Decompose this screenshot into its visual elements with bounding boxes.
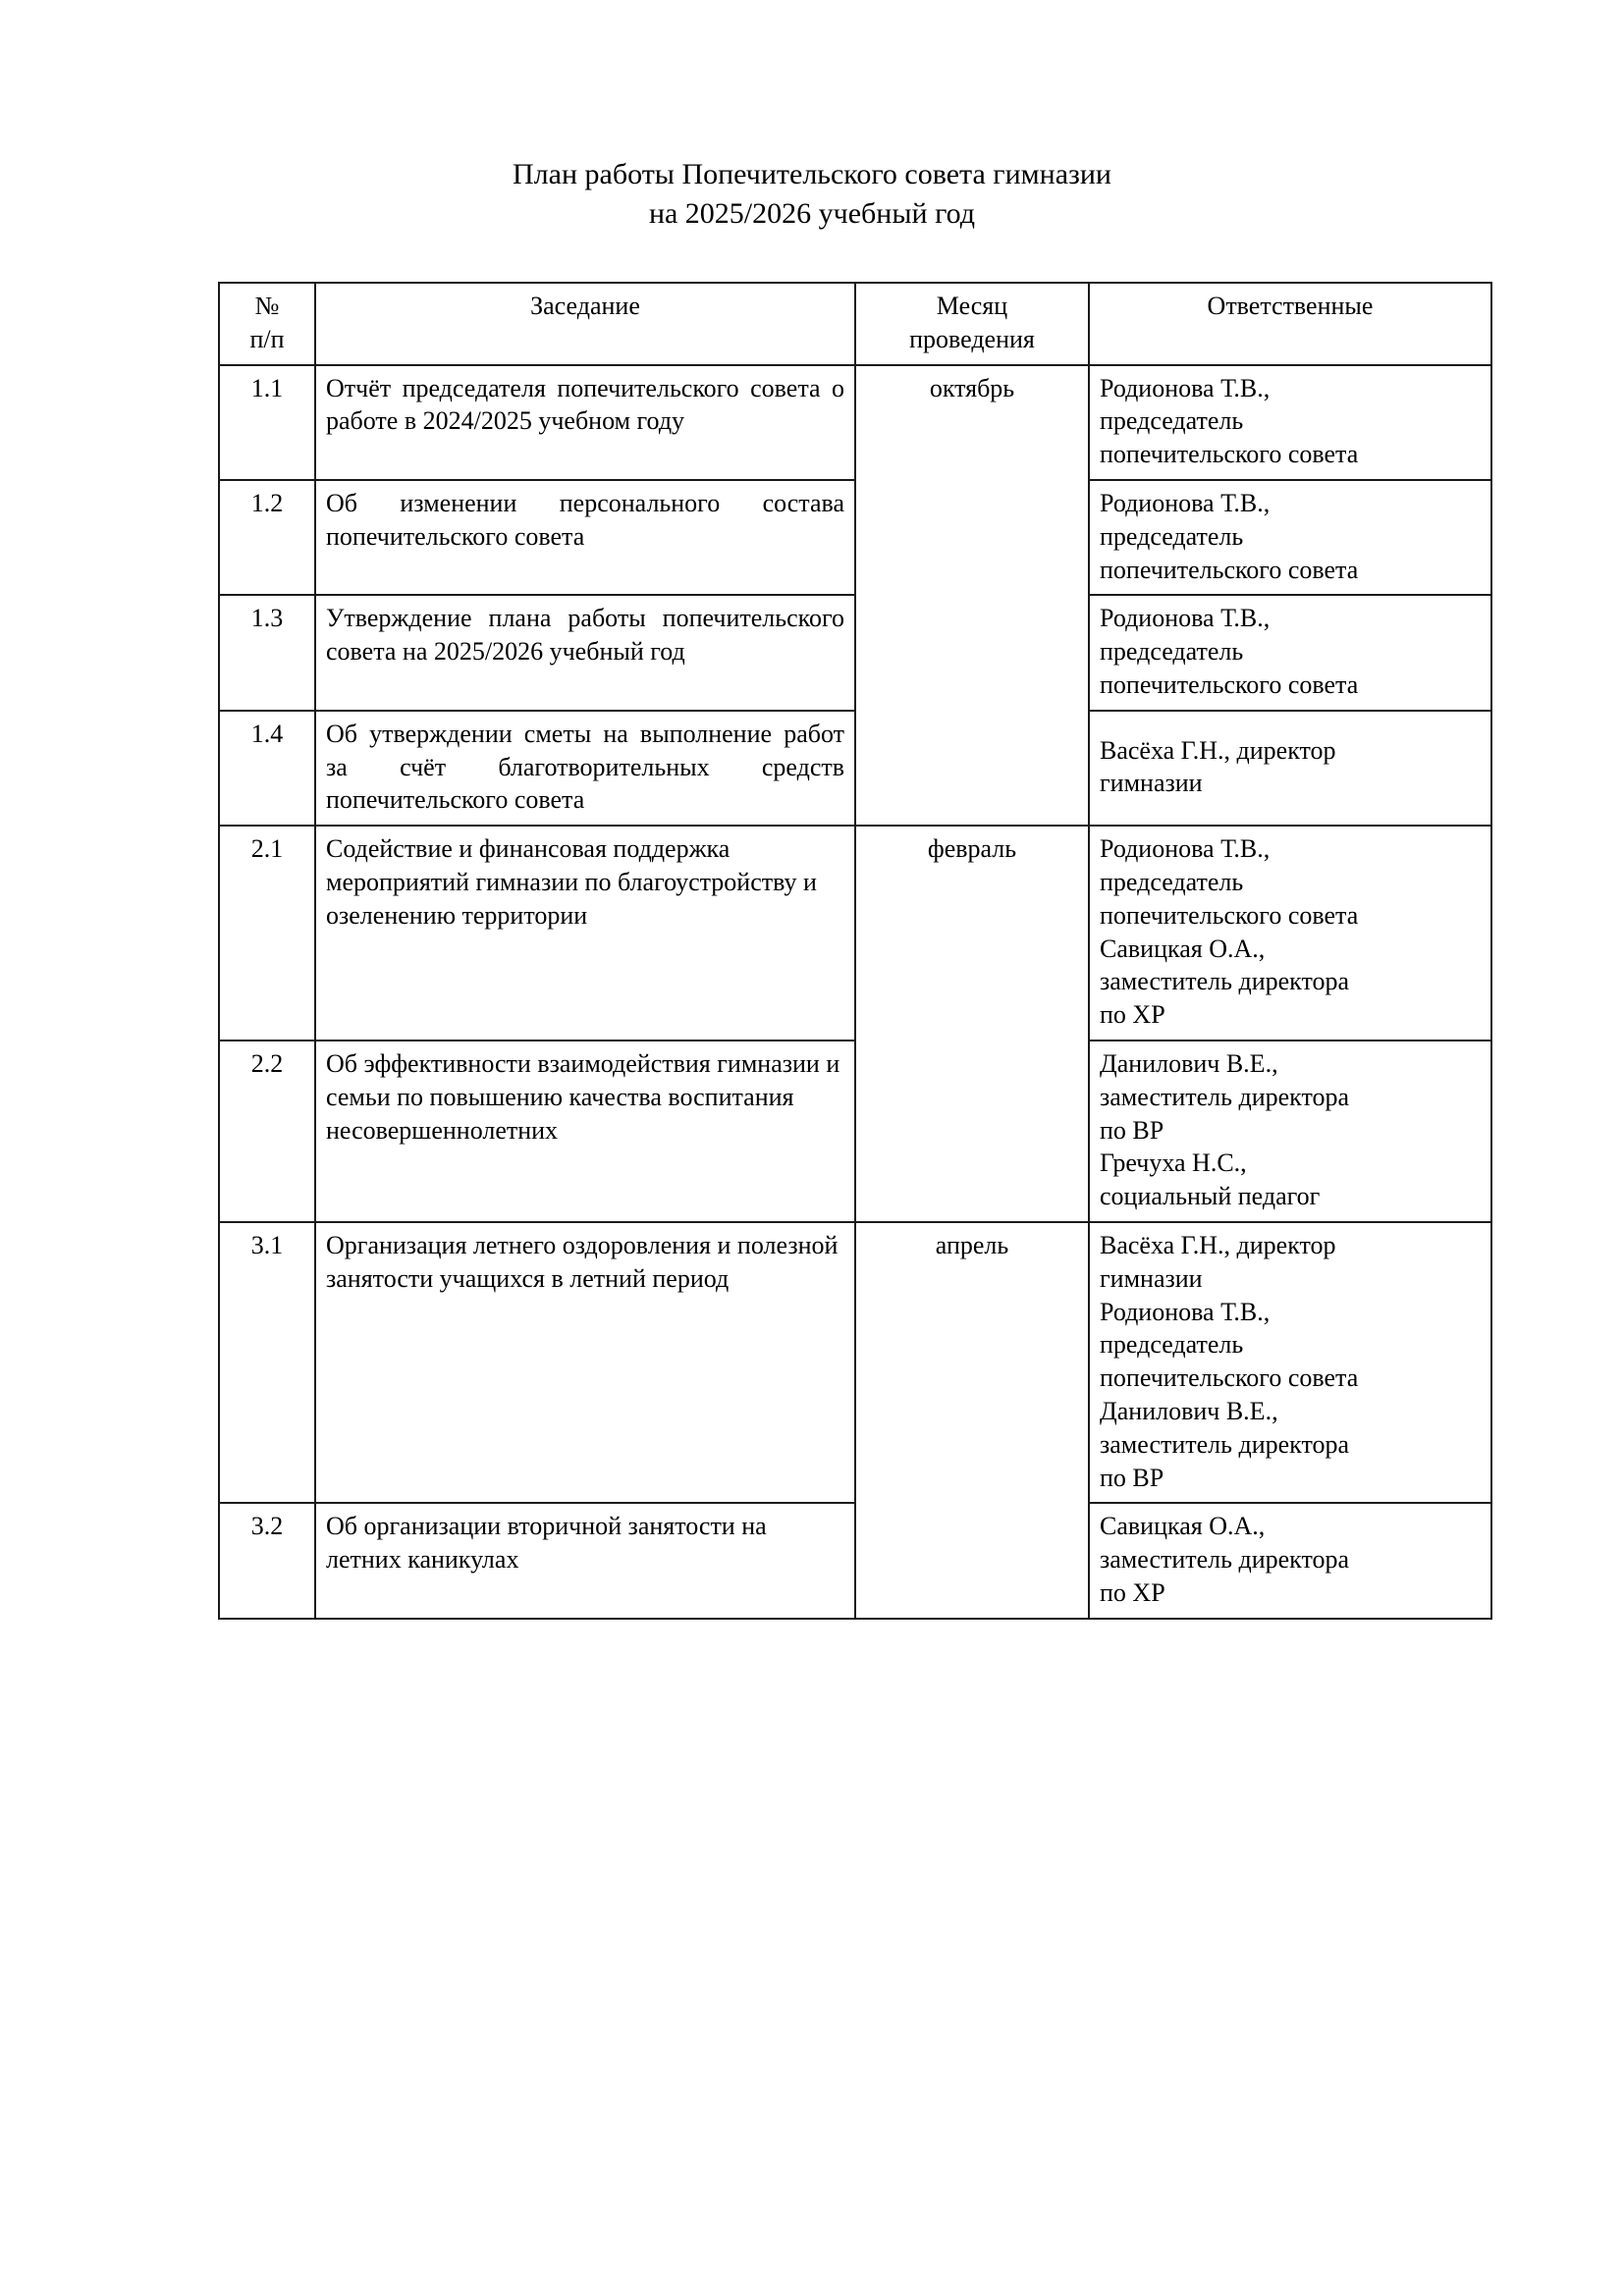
responsible-line: гимназии <box>1100 1263 1203 1293</box>
row-responsible <box>1089 1041 1491 1222</box>
table-row <box>219 365 1491 480</box>
column-header-topic: Заседание <box>315 283 855 365</box>
responsible-line: председатель <box>1100 637 1244 667</box>
column-header-month <box>855 283 1089 365</box>
responsible-line: гимназии <box>1100 769 1203 798</box>
row-responsible <box>1089 480 1491 595</box>
responsible-line: по ВР <box>1100 1463 1164 1492</box>
row-topic-text: Об утверждении сметы на выполнение работ за счёт благотворительных средств попечительского совета <box>326 719 844 815</box>
row-number: 1.2 <box>219 480 315 595</box>
column-header-number-line-1: № <box>254 292 280 320</box>
responsible-line: Данилович В.Е., <box>1100 1396 1278 1425</box>
responsible-line: председатель <box>1100 867 1244 896</box>
month-cell-april: апрель <box>855 1222 1089 1619</box>
row-responsible <box>1089 826 1491 1041</box>
responsible-line: председатель <box>1100 406 1244 436</box>
responsible-line: председатель <box>1100 521 1244 551</box>
responsible-line: Данилович В.Е., <box>1100 1048 1278 1078</box>
row-topic <box>315 365 855 480</box>
responsible-line: попечительского совета <box>1100 900 1359 930</box>
row-topic: Об организации вторичной занятости на летних каникулах <box>315 1503 855 1618</box>
row-responsible <box>1089 1503 1491 1618</box>
row-topic <box>315 711 855 826</box>
row-responsible <box>1089 595 1491 710</box>
row-number: 1.4 <box>219 711 315 826</box>
row-responsible <box>1089 1222 1491 1503</box>
column-header-month-line-1: Месяц <box>936 292 1008 320</box>
responsible-line: заместитель директора <box>1100 967 1350 996</box>
row-topic-text: Об изменении персонального состава попечительского совета <box>326 488 844 551</box>
row-responsible <box>1089 365 1491 480</box>
responsible-line: Родионова Т.В., <box>1100 604 1271 633</box>
responsible-line: заместитель директора <box>1100 1545 1350 1575</box>
responsible-line: Савицкая О.А., <box>1100 934 1266 963</box>
table-row <box>219 1222 1491 1503</box>
responsible-line: заместитель директора <box>1100 1429 1350 1459</box>
row-number: 1.1 <box>219 365 315 480</box>
responsible-line: попечительского совета <box>1100 669 1359 699</box>
responsible-line: по ХР <box>1100 1577 1165 1607</box>
table-header-row <box>219 283 1491 365</box>
row-topic: Содействие и финансовая поддержка мероприятий гимназии по благоустройству и озеленению территории <box>315 826 855 1041</box>
responsible-line: Родионова Т.В., <box>1100 373 1271 402</box>
responsible-line: по ХР <box>1100 1000 1165 1030</box>
row-topic: Организация летнего оздоровления и полезной занятости учащихся в летний период <box>315 1222 855 1503</box>
row-topic <box>315 595 855 710</box>
page-title-line-1: План работы Попечительского совета гимназии <box>513 158 1111 190</box>
month-cell-february: февраль <box>855 826 1089 1222</box>
responsible-line: по ВР <box>1100 1115 1164 1145</box>
responsible-line: Савицкая О.А., <box>1100 1512 1266 1541</box>
column-header-number-line-2: п/п <box>249 324 285 353</box>
column-header-month-line-2: проведения <box>909 324 1035 353</box>
responsible-line: Васёха Г.Н., директор <box>1100 735 1336 765</box>
page-title-line-2: на 2025/2026 учебный год <box>648 197 976 230</box>
responsible-line: председатель <box>1100 1330 1244 1360</box>
page-title <box>0 155 1624 234</box>
row-responsible <box>1089 711 1491 826</box>
row-topic: Об эффективности взаимодействия гимназии и семьи по повышению качества воспитания несовершеннолетних <box>315 1041 855 1222</box>
row-number: 3.2 <box>219 1503 315 1618</box>
column-header-number <box>219 283 315 365</box>
table-row <box>219 826 1491 1041</box>
row-number: 3.1 <box>219 1222 315 1503</box>
responsible-line: попечительского совета <box>1100 1363 1359 1393</box>
responsible-line: попечительского совета <box>1100 555 1359 584</box>
responsible-line: Гречуха Н.С., <box>1100 1148 1247 1178</box>
plan-table <box>218 282 1492 1620</box>
responsible-line: попечительского совета <box>1100 440 1359 469</box>
row-topic <box>315 480 855 595</box>
responsible-line: Родионова Т.В., <box>1100 834 1271 864</box>
row-topic-text: Отчёт председателя попечительского совета о работе в 2024/2025 учебном году <box>326 373 844 436</box>
row-topic-text: Утверждение плана работы попечительского совета на 2025/2026 учебный год <box>326 604 844 667</box>
row-number: 2.2 <box>219 1041 315 1222</box>
month-cell-october: октябрь <box>855 365 1089 827</box>
responsible-line: Родионова Т.В., <box>1100 1297 1271 1326</box>
responsible-line: Родионова Т.В., <box>1100 488 1271 517</box>
responsible-line: Васёха Г.Н., директор <box>1100 1230 1336 1259</box>
row-number: 1.3 <box>219 595 315 710</box>
row-number: 2.1 <box>219 826 315 1041</box>
responsible-line: заместитель директора <box>1100 1082 1350 1111</box>
column-header-responsible: Ответственные <box>1089 283 1491 365</box>
responsible-line: социальный педагог <box>1100 1182 1321 1211</box>
